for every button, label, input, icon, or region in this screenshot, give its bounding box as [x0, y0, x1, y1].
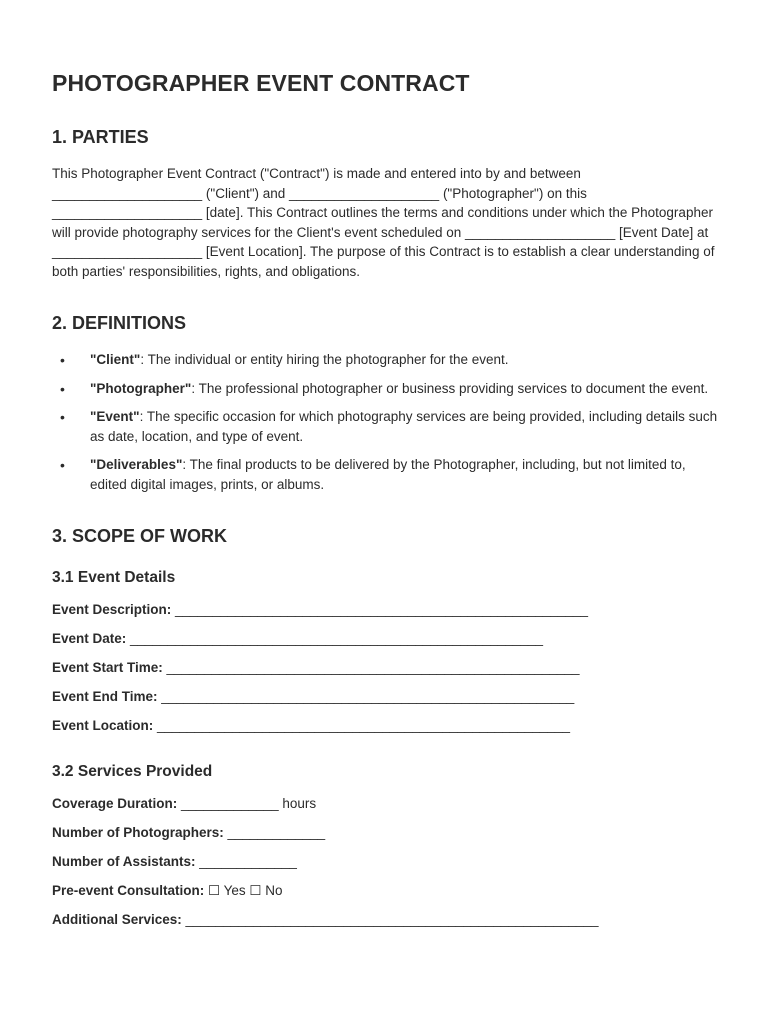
field-label: Additional Services:: [52, 912, 182, 927]
event-start-time-field[interactable]: [52, 658, 718, 677]
definitions-heading: 2. DEFINITIONS: [52, 313, 187, 333]
scope-section: [52, 526, 718, 929]
definition-text: : The specific occasion for which photography services are being provided, including details such as date, location, and type of event.: [90, 409, 718, 444]
field-label: Event Date:: [52, 631, 127, 646]
services-heading: 3.2 Services Provided: [52, 763, 213, 780]
field-label: Event Location:: [52, 718, 154, 733]
number-of-assistants-field[interactable]: [52, 852, 718, 871]
field-label: Number of Photographers:: [52, 825, 224, 840]
definition-item-client: [52, 350, 718, 370]
field-label: Event End Time:: [52, 689, 158, 704]
document-title: PHOTOGRAPHER EVENT CONTRACT: [52, 70, 470, 96]
bullet-icon: •: [60, 409, 65, 425]
field-blank[interactable]: _____________ hours: [177, 796, 317, 811]
services-subsection: [52, 763, 718, 929]
scope-heading: 3. SCOPE OF WORK: [52, 526, 228, 546]
bullet-icon: •: [60, 380, 65, 397]
definitions-list: [52, 350, 718, 494]
field-label: Event Start Time:: [52, 660, 163, 675]
parties-section: [52, 127, 718, 281]
bullet-icon: •: [60, 352, 65, 368]
definition-item-deliverables: [52, 455, 718, 494]
event-location-field[interactable]: [52, 716, 718, 735]
bullet-icon: •: [60, 457, 65, 473]
definitions-section: [52, 313, 718, 494]
definition-text: : The professional photographer or business providing services to document the event.: [191, 380, 709, 396]
field-blank[interactable]: _______________________________________________________: [162, 660, 580, 675]
event-details-heading: 3.1 Event Details: [52, 569, 176, 586]
additional-services-field[interactable]: [52, 910, 718, 929]
definition-item-event: [52, 407, 718, 446]
definition-text: : The individual or entity hiring the photographer for the event.: [140, 352, 509, 367]
definition-item-photographer: [52, 379, 718, 399]
field-blank[interactable]: _____________: [223, 825, 326, 840]
consultation-checkboxes[interactable]: ☐ Yes ☐ No: [204, 883, 283, 898]
field-blank[interactable]: _______________________________________________________: [157, 689, 575, 704]
event-end-time-field[interactable]: [52, 687, 718, 706]
field-label: Pre-event Consultation:: [52, 883, 205, 898]
parties-paragraph: This Photographer Event Contract ("Contract") is made and entered into by and between ____________________ ("Client") and ____________________ ("Photographer") on this ____________________ [date]. This Contract outlines the terms and conditions under which the Photographer will provide photography services for the Client's event scheduled on ____________________ [Event Date] at ____________________ [Event Location]. The purpose of this Contract is to establish a clear understanding of both parties' responsibilities, rights, and obligations.: [52, 166, 715, 279]
number-of-photographers-field[interactable]: [52, 823, 718, 842]
field-blank[interactable]: _______________________________________________________: [126, 631, 543, 646]
field-label: Number of Assistants:: [52, 854, 196, 869]
definition-term: "Photographer": [90, 380, 192, 396]
definition-term: "Event": [90, 409, 140, 424]
definition-text: : The final products to be delivered by the Photographer, including, but not limited to, edited digital images, prints, or albums.: [90, 457, 686, 492]
coverage-duration-field[interactable]: [52, 794, 718, 813]
field-label: Coverage Duration:: [52, 796, 178, 811]
field-blank[interactable]: _______________________________________________________: [153, 718, 570, 733]
event-details-subsection: [52, 569, 718, 735]
field-blank[interactable]: _____________: [195, 854, 297, 869]
definition-term: "Client": [90, 352, 141, 367]
definition-term: "Deliverables": [90, 457, 183, 472]
event-description-field[interactable]: [52, 600, 718, 619]
field-blank[interactable]: _______________________________________________________: [181, 912, 599, 927]
event-date-field[interactable]: [52, 629, 718, 648]
field-blank[interactable]: _______________________________________________________: [171, 602, 588, 617]
parties-heading: 1. PARTIES: [52, 127, 149, 147]
field-label: Event Description:: [52, 602, 172, 617]
pre-event-consultation-field[interactable]: [52, 881, 718, 900]
